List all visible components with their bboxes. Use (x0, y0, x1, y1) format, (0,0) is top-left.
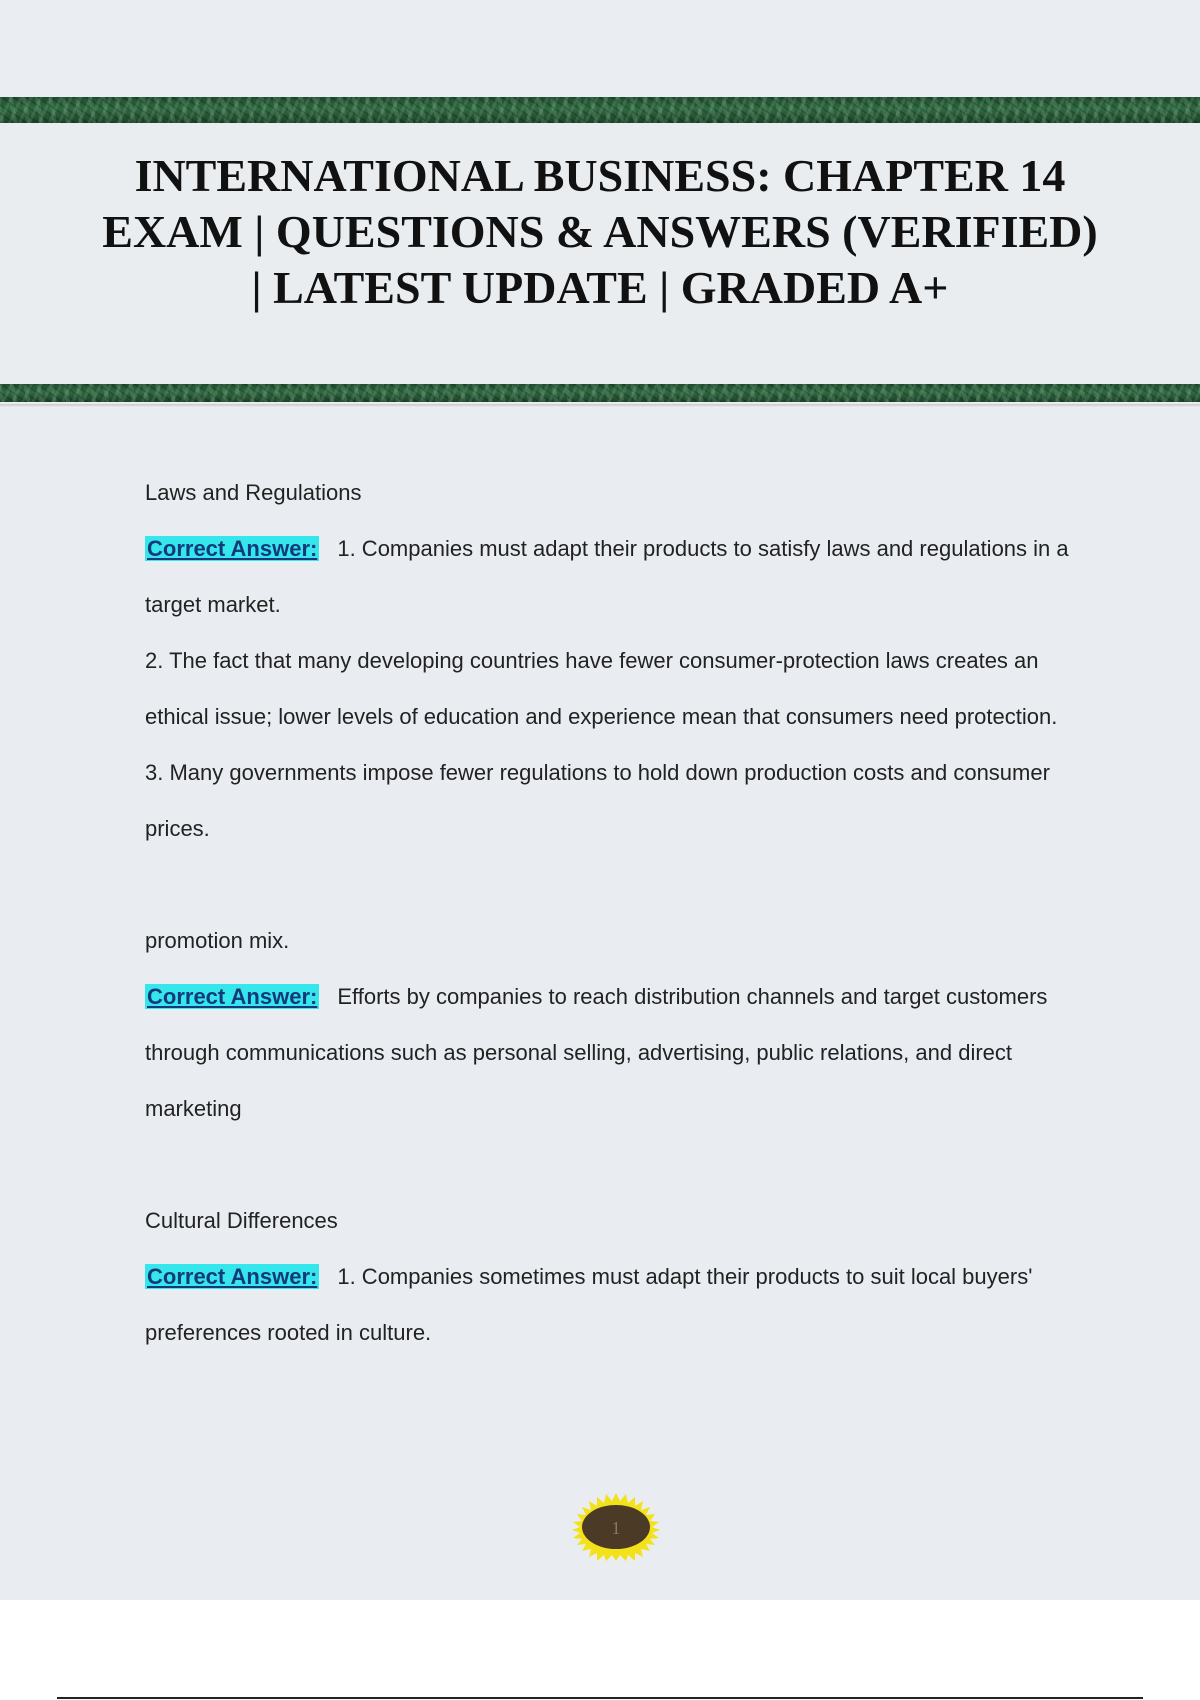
page-number-seal-icon (567, 1491, 665, 1561)
page-top-margin (0, 0, 1200, 97)
correct-answer-tag: Correct Answer: (147, 984, 318, 1009)
answer-line: 2. The fact that many developing countries have fewer consumer-protection laws creates an ethical issue; lower levels of education and experience mean that consumers need protection. (145, 648, 1058, 729)
answer-block (145, 969, 1105, 1137)
document-title: INTERNATIONAL BUSINESS: CHAPTER 14 EXAM | QUESTIONS & ANSWERS (VERIFIED) | LATEST UPDATE | GRADED A+ (102, 150, 1098, 313)
banner-bottom-border (0, 384, 1200, 402)
answer-line: 3. Many governments impose fewer regulations to hold down production costs and consumer prices. (145, 760, 1050, 841)
answer-block (145, 521, 1105, 633)
qa-entry (145, 913, 1105, 1137)
qa-content (145, 465, 1105, 1417)
answer-line: Efforts by companies to reach distribution channels and target customers through communications such as personal selling, advertising, public relations, and direct marketing (145, 984, 1048, 1121)
question-text: Cultural Differences (145, 1208, 338, 1233)
correct-answer-tag: Correct Answer: (147, 536, 318, 561)
question-text: promotion mix. (145, 928, 290, 953)
answer-block (145, 1249, 1105, 1361)
correct-answer-tag: Correct Answer: (147, 1264, 318, 1289)
answer-line: 1. Companies sometimes must adapt their products to suit local buyers' preferences rooted in culture. (145, 1264, 1033, 1345)
banner-top-border (0, 97, 1200, 123)
page-number: 1 (611, 1518, 621, 1538)
footer-rule (57, 1697, 1143, 1699)
qa-entry (145, 1193, 1105, 1361)
question-text: Laws and Regulations (145, 480, 362, 505)
qa-entry (145, 465, 1105, 857)
banner-shadow-rule (0, 404, 1200, 408)
answer-line: 1. Companies must adapt their products to satisfy laws and regulations in a target market. (145, 536, 1069, 617)
